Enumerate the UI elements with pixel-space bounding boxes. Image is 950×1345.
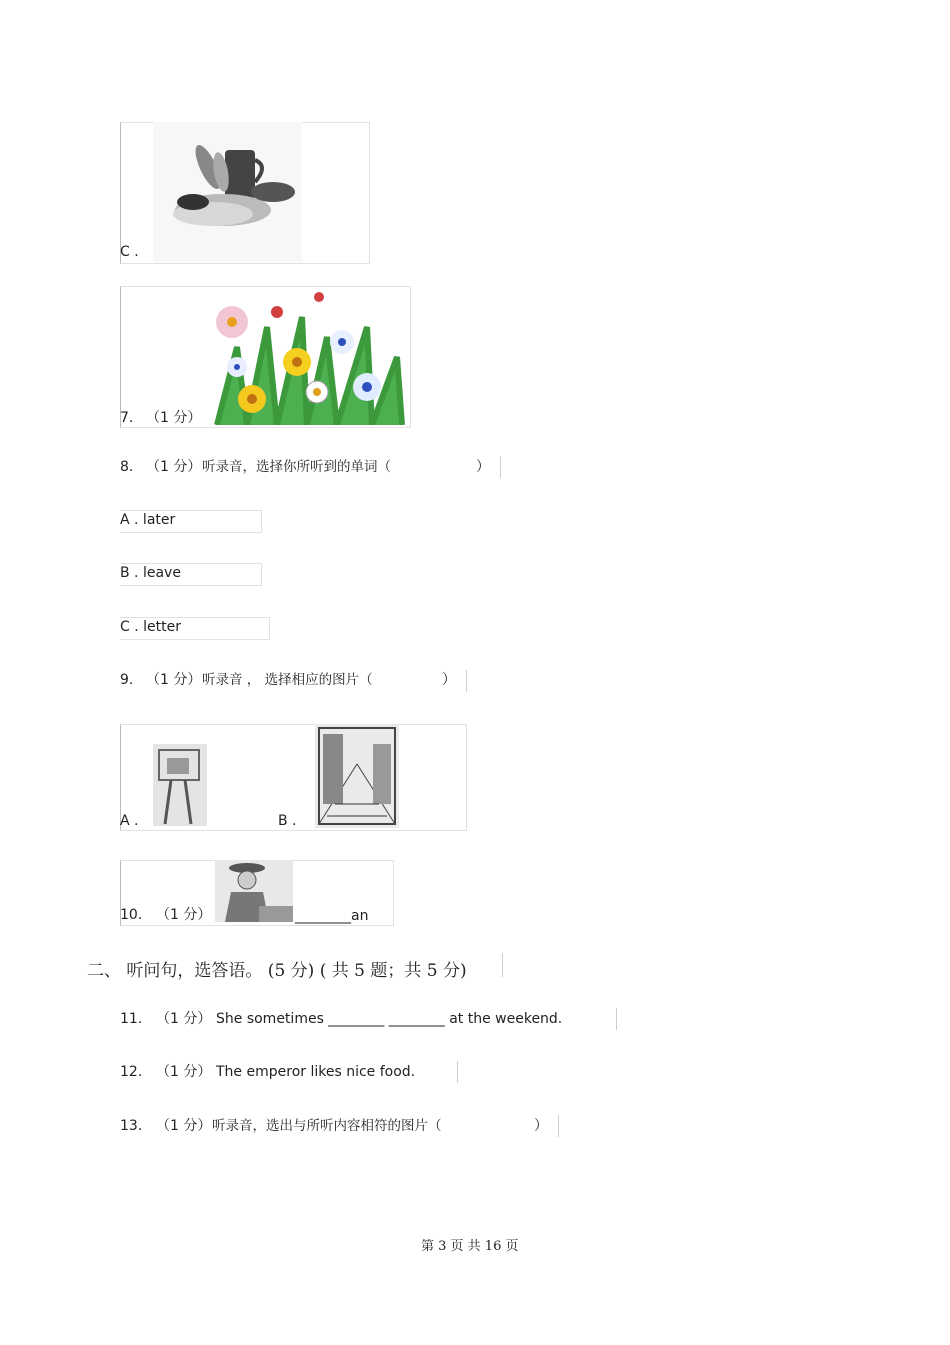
q11-right-rule [616,1008,617,1030]
q9-number: 9. [120,672,134,688]
q11-number: 11. [120,1011,143,1027]
q8-prompt: 听录音，选择你所听到的单词（ [202,459,391,475]
q9-prompt: 听录音 ， 选择相应的图片（ [202,672,373,688]
q11-score: （1 分） [156,1011,212,1027]
q8-number: 8. [120,459,134,475]
q9-option-a-label[interactable]: A . [120,813,139,829]
q12-number: 12. [120,1064,143,1080]
q9-close-paren: ） [442,672,456,688]
q13-prompt: 听录音，选出与所听内容相符的图片（ [212,1118,442,1134]
q6-option-c-label[interactable]: C . [120,244,139,260]
q12-score: （1 分） [156,1064,212,1080]
page-number-footer: 第 3 页 共 16 页 [421,1239,519,1254]
q9-option-a-image [153,744,207,826]
q9-score: （1 分） [146,672,202,688]
q9-right-rule [466,670,467,692]
q13-close-paren: ） [534,1118,548,1134]
bread-and-jug-image [153,122,302,262]
q13-score: （1 分） [156,1118,212,1134]
q9-option-b-label[interactable]: B . [278,813,297,829]
q13-right-rule [558,1115,559,1137]
q8-score: （1 分） [146,459,202,475]
q8-option-a[interactable]: A . later [120,512,176,528]
q11-text: She sometimes ________ ________ at the weekend. [216,1011,563,1027]
q12-right-rule [457,1061,458,1083]
q7-number: 7. [120,410,134,426]
q10-number: 10. [120,907,143,923]
q8-right-rule [500,456,501,478]
q9-option-b-image [315,724,399,828]
man-at-desk-image [215,860,293,922]
q8-option-b[interactable]: B . leave [120,565,181,581]
q8-close-paren: ） [476,459,490,475]
section-2-heading: 二、 听问句，选答语。 (5 分) ( 共 5 题；共 5 分) [87,961,467,981]
section-2-right-rule [502,953,503,977]
q13-number: 13. [120,1118,143,1134]
flowers-image [207,287,409,425]
q10-score: （1 分） [156,907,212,923]
q7-score: （1 分） [146,410,202,426]
q10-answer-blank[interactable]: ________an [295,908,369,924]
q12-text: The emperor likes nice food. [216,1064,416,1080]
q8-option-c[interactable]: C . letter [120,619,181,635]
